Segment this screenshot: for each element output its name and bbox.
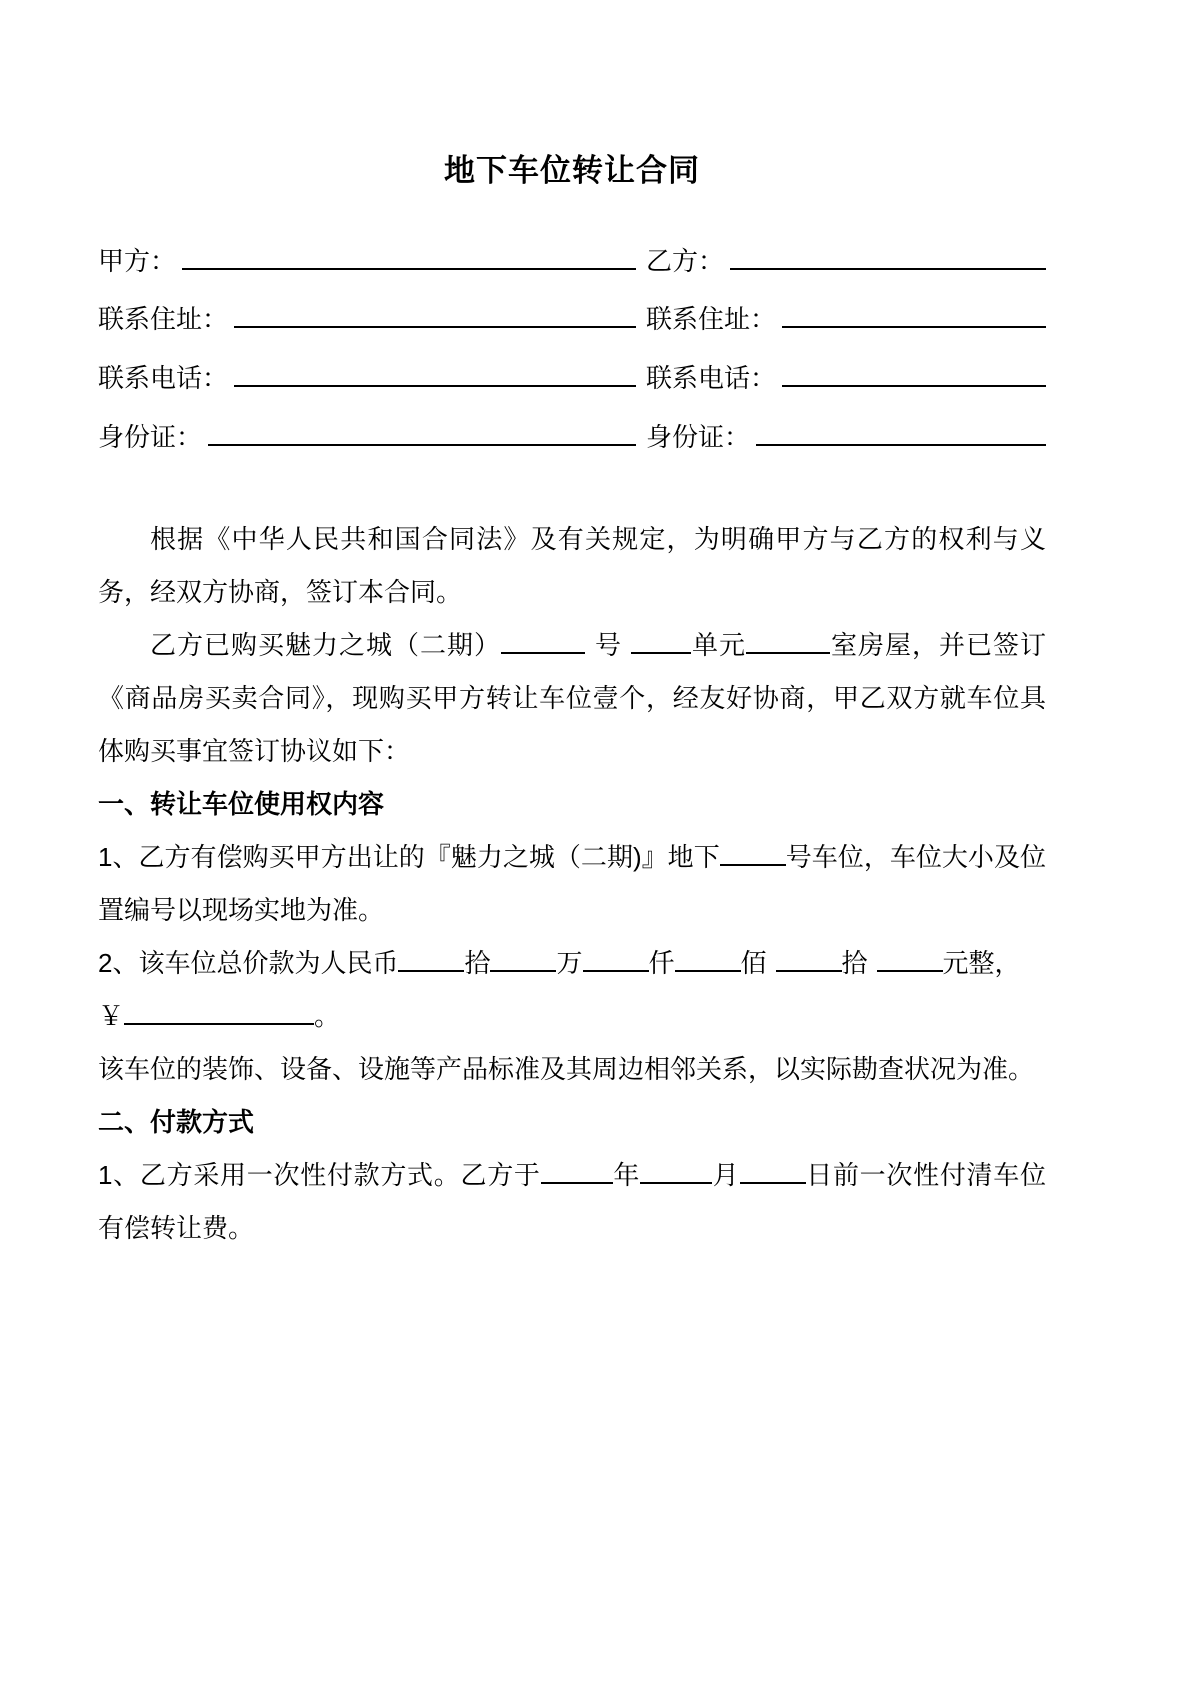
purchase-text-part-3: 单元 xyxy=(690,629,746,660)
party-a-input[interactable] xyxy=(182,241,636,270)
purchase-text-part-4: 室房屋，并已签订《商品房买卖合同》，现购买甲方转让车位壹个，经友好协商，甲乙双方就车位具体购买事宜签订协议如下： xyxy=(98,629,1046,766)
purchase-text-part-2: 号 xyxy=(593,629,622,660)
section-1-item-2 xyxy=(98,937,1046,990)
party-a-field-address xyxy=(98,300,646,338)
payment-month-input[interactable] xyxy=(640,1155,712,1184)
section-1-item-1-text-part-1: 1、乙方有偿购买甲方出让的『魅力之城（二期)』地下 xyxy=(98,841,720,872)
section-1-item-2-note: 该车位的装饰、设备、设施等产品标准及其周边相邻关系，以实际勘查状况为准。 xyxy=(98,1053,1035,1084)
party-b-input[interactable] xyxy=(730,241,1046,270)
payment-unit-year: 年 xyxy=(612,1159,641,1190)
party-a-id-label: 身份证： xyxy=(98,421,203,452)
price-unit-shi: 拾 xyxy=(464,947,491,978)
page-title: 地下车位转让合同 xyxy=(444,153,700,188)
party-a-field-phone xyxy=(98,358,646,396)
party-b-address-label: 联系住址： xyxy=(646,304,777,335)
party-field-party-a xyxy=(98,241,646,279)
purchase-paragraph xyxy=(98,619,1046,778)
section-1-item-1-text-part-2: 号车位，车位大小及位置编号以现场实地为准。 xyxy=(98,841,1046,925)
price-unit-qian: 仟 xyxy=(648,947,675,978)
party-b-address-input[interactable] xyxy=(782,300,1046,329)
price-wan-input[interactable] xyxy=(490,943,556,972)
amount-line-end-punctuation: 。 xyxy=(314,1000,341,1031)
party-b-label: 乙方： xyxy=(646,245,725,276)
party-b-field-phone xyxy=(646,358,1046,396)
intro-paragraph: 根据《中华人民共和国合同法》及有关规定，为明确甲方与乙方的权利与义务，经双方协商，签订本合同。 xyxy=(98,523,1046,607)
party-b-id-input[interactable] xyxy=(756,417,1046,446)
party-a-phone-input[interactable] xyxy=(234,358,636,387)
purchase-text-part-1: 乙方已购买魅力之城（二期） xyxy=(150,629,501,660)
price-yuan-input[interactable] xyxy=(877,943,943,972)
section-2-item-1 xyxy=(98,1149,1046,1255)
document-body xyxy=(98,0,1046,1255)
section-1-item-2-text-part-1: 2、该车位总价款为人民币 xyxy=(98,947,399,978)
party-a-field-id xyxy=(98,417,646,455)
price-unit-yuan: 元整， xyxy=(942,947,1021,978)
parking-space-number-input[interactable] xyxy=(720,837,786,866)
party-b-field-id xyxy=(646,417,1046,455)
price-numeric-input[interactable] xyxy=(124,996,314,1025)
party-b-phone-input[interactable] xyxy=(782,358,1046,387)
currency-symbol: ￥ xyxy=(98,1000,125,1031)
payment-day-input[interactable] xyxy=(740,1155,806,1184)
price-qian-input[interactable] xyxy=(583,943,649,972)
party-a-address-label: 联系住址： xyxy=(98,304,229,335)
payment-year-input[interactable] xyxy=(541,1155,613,1184)
section-heading-2: 二、付款方式 xyxy=(98,1106,255,1137)
party-row-name xyxy=(98,241,1046,279)
party-b-id-label: 身份证： xyxy=(646,421,751,452)
price-ten-thousands-input[interactable] xyxy=(398,943,464,972)
party-b-field-address xyxy=(646,300,1046,338)
price-unit-shi-2: 拾 xyxy=(841,947,868,978)
payment-unit-month: 月 xyxy=(712,1159,740,1190)
unit-number-input[interactable] xyxy=(631,625,691,654)
price-unit-wan: 万 xyxy=(556,947,583,978)
party-field-party-b xyxy=(646,241,1046,279)
party-b-phone-label: 联系电话： xyxy=(646,362,777,393)
section-2-item-1-text-part-1: 1、乙方采用一次性付款方式。乙方于 xyxy=(98,1159,541,1190)
section-1-item-1 xyxy=(98,831,1046,937)
price-shi-input[interactable] xyxy=(776,943,842,972)
party-a-id-input[interactable] xyxy=(208,417,636,446)
party-row-id xyxy=(98,417,1046,455)
section-heading-1: 一、转让车位使用权内容 xyxy=(98,788,385,819)
price-bai-input[interactable] xyxy=(675,943,741,972)
party-row-phone xyxy=(98,358,1046,396)
building-number-input[interactable] xyxy=(501,625,585,654)
room-number-input[interactable] xyxy=(746,625,830,654)
party-a-phone-label: 联系电话： xyxy=(98,362,229,393)
party-row-address xyxy=(98,300,1046,338)
price-unit-bai: 佰 xyxy=(740,947,767,978)
party-information-block xyxy=(98,241,1046,454)
section-2-item-1-text-part-4: 日前一次性付清车位有偿转让费。 xyxy=(98,1159,1046,1243)
party-a-address-input[interactable] xyxy=(234,300,636,329)
party-a-label: 甲方： xyxy=(98,245,177,276)
section-1-item-2-amount-line xyxy=(98,990,1046,1043)
